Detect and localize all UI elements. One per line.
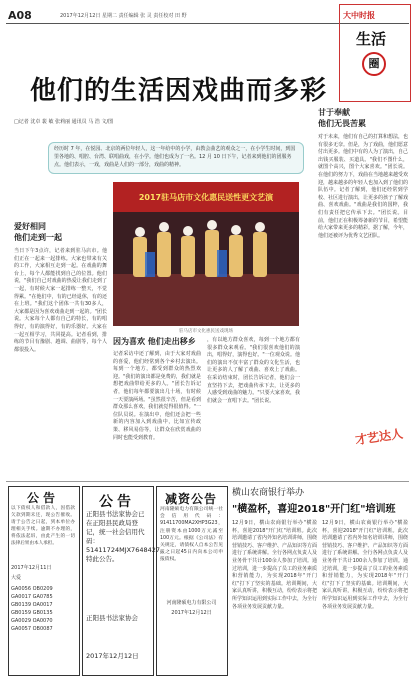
notice-2-text: 正阳县书法家协会已在正阳县民政局登记，统一社会信用代码：51411724MJX7648427，特此公告。 — [86, 510, 167, 563]
list-item: GB0139 OA0017 — [11, 602, 53, 608]
col1-subhead-2: 他们走到一起 — [14, 233, 62, 242]
notice-1-list — [11, 585, 75, 633]
notice-3-text: 河南隆硕电力有限公司统一社会信用代码：91411700MA2XHP3G23，注册资本由1000万元减至100万元。根据《公司法》有关规定，请债权人自本公告见报之日起45日内向本公司申报债权。 — [160, 507, 223, 563]
list-item: GA0029 OA0070 — [11, 618, 53, 624]
col2-text: 记者采访中还了解到，由于大家对戏曲的喜爱，他们经常到各个乡村去演出。每到一个地方，都受到群众的热烈欢迎。"我们的演出都是免费的，我们就是想把戏曲带给更多的人。"团长告诉记者，他们每年都要演出几十场，有时候一天要演两场。"虽然很辛苦，但是看到群众那么喜欢，我们就觉得很值得。"一位队员说。在演出中，他们还会把一些新的内容加入到戏曲中，比如宣传政策、移风易俗等，让群众在欣赏戏曲的同时也能受到教育。 — [113, 351, 201, 441]
dateline: 2017年12月12日 星期二 责任编辑 张 灵 责任校对 田 野 — [60, 13, 187, 19]
notice-2-signer: 正阳县书法家协会 — [86, 614, 138, 622]
photo-banner-text: 2017驻马店市文化惠民送性更文艺演 — [138, 193, 274, 202]
list-item: GB0159 GB0135 — [11, 610, 53, 616]
col1-text: 当日下午3点许，记者来到驻马店市。他们正在一起来一起排练。大家也带来有关的工作，大家相互走到一起。在戏曲的舞台上，每个人都能找到自己的位置。他们说，"我们自己对戏曲的热爱让我们走到了一起，有时候大家一起排练一整天，不觉得累。"在他们中，有的已经退休，有的还在上班。"我们这个团体一共有30多人，大家都是因为喜欢戏曲走到一起的。"团长说。大家每个人都有自己的特长，有的唱得好，有的演得好，有的乐器好。大家在一起互相学习，共同提高。记者看到，排练的节目有豫剧、越调、曲剧等，每个人都很投入。 — [14, 248, 107, 353]
list-item: GA0056 OB0209 — [11, 586, 53, 592]
right-subhead-1: 甘于奉献 — [318, 108, 350, 117]
bottom-rule — [6, 481, 409, 482]
notice-3-signer: 河南隆硕电力有限公司 — [166, 600, 217, 606]
col2-subhead: 因为喜欢 他们走出移乡 — [113, 337, 196, 346]
bank-headline-1: 横山农商银行举办 — [232, 488, 305, 498]
newspaper-logo: 大中时报 — [343, 11, 375, 20]
stage-photo-graphic — [113, 182, 299, 326]
talent-badge: 才艺达人 — [354, 426, 404, 448]
page-title: 他们的生活因戏曲而多彩 — [30, 76, 328, 106]
col3-text: ，有以地方群众喜欢，每到一个地方都有很多群众来观看。"我们很喜欢他们的演出，唱得好，演得也好。"一位观众说。他们的演出不仅丰富了群众的文化生活，也让更多的人了解了戏曲、喜欢上了戏曲。在采访结束时，团长告诉记者，他们会一直坚持下去，把戏曲传承下去，让更多的人感受到戏曲的魅力。"只要大家喜欢，我们就会一直唱下去。"团长说。 — [207, 337, 300, 404]
byline: □记者 沈卓 裴 敏 张莉丽 通讯员 马 浩 文/图 — [14, 119, 114, 125]
notice-3-title: 减资公告 — [164, 492, 217, 506]
right-subhead-2: 他们无畏苦累 — [318, 119, 366, 128]
notice-1-list-label: 大爱 — [11, 575, 22, 581]
page-number: A08 — [8, 9, 32, 22]
bank-text-col2 — [322, 520, 408, 672]
section-name: 生活 — [356, 30, 387, 48]
notice-3-date: 2017年12月12日 — [171, 610, 212, 616]
notice-1-title: 公告 — [26, 491, 59, 505]
list-item: GA0057 OB0087 — [11, 626, 53, 632]
right-text: 对于未来，他们有自己的打算和想法，也有很多无奈。但是，为了戏曲，他们愿意付出更多。他们中有的人为了演出，自己出钱买服装、买道具。"我们不图什么，就图个高兴，图个大家喜欢。"团长说。在他们的努力下，戏曲在当地越来越受欢迎，越来越多的年轻人也加入到了他们的队伍中。记者了解到，他们还经常到学校、社区进行演出，让更多的孩子了解戏曲、喜欢戏曲。"戏曲是我们的国粹，我们有责任把它传承下去。"团长说。目前，他们正在积极筹备新的节目，希望能给大家带来更多的精彩。据了解，今年，他们还被评为优秀文艺团队。 — [318, 134, 409, 239]
notice-2-title: 公告 — [99, 494, 135, 510]
photo-caption: 驻马店市文化惠民送戏现场 — [179, 329, 233, 334]
notice-2-date: 2017年12月12日 — [86, 652, 139, 660]
bank-headline-2: "横盈杯，喜迎2018"开门红"培训班 — [232, 504, 396, 515]
bank-text-col1: 12月9日，横山农商银行举办"横盈杯，喜迎2018"开门红"培训班。此次培训邀请了省内外知名培训讲师，围绕营销技巧、客户维护、产品知识等方面进行了系统讲解。全行各网点负责人及业务骨干共计100余人参加了培训。通过培训，进一步提高了员工的业务素质和营销能力，为实现2018年"开门红"打下了坚实的基础。培训期间，大家认真听讲，积极互动，纷纷表示将把所学知识运用到实际工作中去，为全行各项业务发展贡献力量。 — [232, 520, 318, 610]
col1-subhead-1: 爱好相同 — [14, 222, 46, 231]
stage-photo — [113, 182, 299, 326]
lead-text: 经历时 7 年，在悦园、北京的两位年轻人，这一年给中的小学，由教会曲艺的观众之一，在小学生时间，到国里各地的、唱腔、台湾、联唱曲戏，在小学。他们也成为了一名。12 月 10 日下午，记者来到他们的团服务点。他们表示，一戏，戏曲是人们的一部分，戏曲的精神。 — [54, 146, 296, 168]
list-item: GA0017 GA0785 — [11, 594, 53, 600]
notice-1-date: 2017年12月11日 — [11, 565, 52, 571]
bank-text-continued: 12月9日，横山农商银行举办"横盈杯，喜迎2018"开门红"培训班。此次培训邀请了省内外知名培训讲师，围绕营销技巧、客户维护、产品知识等方面进行了系统讲解。全行各网点负责人及业务骨干共计100余人参加了培训。通过培训，进一步提高了员工的业务素质和营销能力，为实现2018年"开门红"打下了坚实的基础。培训期间，大家认真听讲，积极互动，纷纷表示将把所学知识运用到实际工作中去，为全行各项业务发展贡献力量。 — [322, 520, 408, 610]
section-ring: 圈 — [362, 52, 386, 76]
notice-1-text: 以下债权人和借款人，因借款欠款到期未还，现公告催收。请于公告之日起，到本单位办理相关手续。逾期不办理的，将依法起诉，由此产生的一切法律后果由本人承担。 — [11, 506, 75, 546]
